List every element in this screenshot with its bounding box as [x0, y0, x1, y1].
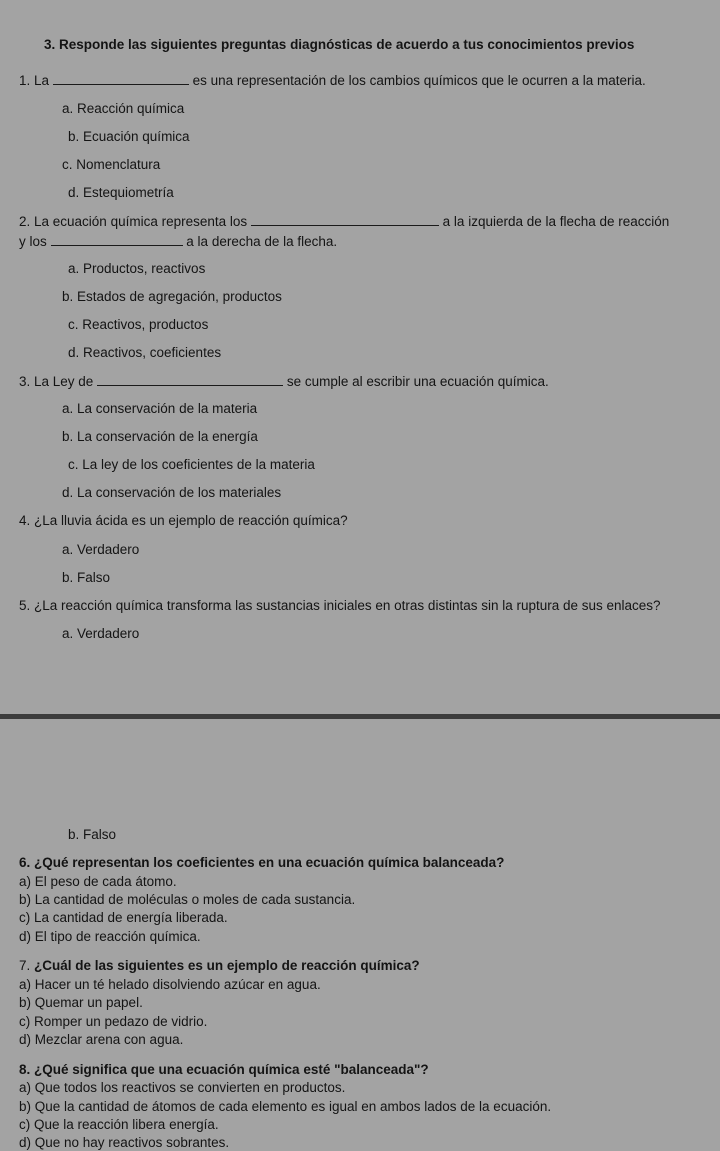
option-8d[interactable]: d) Que no hay reactivos sobrantes.: [19, 1135, 230, 1150]
question-7-text: ¿Cuál de las siguientes es un ejemplo de reacción química?: [34, 958, 420, 973]
question-5: 5. ¿La reacción química transforma las sustancias iniciales en otras distintas sin la ruptura de sus enlaces?: [19, 598, 661, 613]
option-2d[interactable]: d. Reactivos, coeficientes: [68, 345, 222, 360]
question-2-pre: 2. La ecuación química representa los: [19, 214, 248, 229]
option-3b[interactable]: b. La conservación de la energía: [62, 429, 258, 444]
question-7: [19, 958, 420, 974]
option-6b[interactable]: b) La cantidad de moléculas o moles de cada sustancia.: [19, 892, 356, 907]
section-title: 3. Responde las siguientes preguntas diagnósticas de acuerdo a tus conocimientos previos: [44, 37, 635, 52]
option-8a[interactable]: a) Que todos los reactivos se convierten en productos.: [19, 1080, 346, 1095]
question-2-post2: a la derecha de la flecha.: [186, 234, 338, 249]
option-6d[interactable]: d) El tipo de reacción química.: [19, 929, 201, 944]
option-8c[interactable]: c) Que la reacción libera energía.: [19, 1117, 219, 1132]
option-3c[interactable]: c. La ley de los coeficientes de la materia: [68, 457, 315, 472]
option-6a[interactable]: a) El peso de cada átomo.: [19, 874, 177, 889]
question-2-line1: [19, 213, 669, 230]
option-3a[interactable]: a. La conservación de la materia: [62, 401, 258, 416]
option-1b[interactable]: b. Ecuación química: [68, 129, 190, 144]
option-2b[interactable]: b. Estados de agregación, productos: [62, 289, 282, 304]
option-7b[interactable]: b) Quemar un papel.: [19, 995, 143, 1010]
option-4b[interactable]: b. Falso: [62, 570, 111, 585]
option-6c[interactable]: c) La cantidad de energía liberada.: [19, 910, 228, 925]
question-3-pre: 3. La Ley de: [19, 374, 94, 389]
question-7-number: 7.: [19, 958, 31, 973]
option-7d[interactable]: d) Mezclar arena con agua.: [19, 1032, 184, 1047]
option-7a[interactable]: a) Hacer un té helado disolviendo azúcar en agua.: [19, 977, 321, 992]
screenshot-divider: [0, 714, 720, 719]
option-7c[interactable]: c) Romper un pedazo de vidrio.: [19, 1014, 208, 1029]
answer-blank[interactable]: [97, 373, 283, 386]
question-2-post1: a la izquierda de la flecha de reacción: [442, 214, 670, 229]
option-1a[interactable]: a. Reacción química: [62, 101, 185, 116]
question-2-line2: [19, 233, 337, 250]
option-8b[interactable]: b) Que la cantidad de átomos de cada elemento es igual en ambos lados de la ecuación.: [19, 1099, 552, 1114]
option-2c[interactable]: c. Reactivos, productos: [68, 317, 209, 332]
question-4: 4. ¿La lluvia ácida es un ejemplo de reacción química?: [19, 513, 348, 528]
question-1-post: es una representación de los cambios químicos que le ocurren a la materia.: [192, 73, 646, 88]
option-5b[interactable]: b. Falso: [68, 827, 117, 842]
question-6: 6. ¿Qué representan los coeficientes en una ecuación química balanceada?: [19, 855, 505, 870]
option-1c[interactable]: c. Nomenclatura: [62, 157, 161, 172]
option-1d[interactable]: d. Estequiometría: [68, 185, 174, 200]
question-3-post: se cumple al escribir una ecuación química.: [286, 374, 549, 389]
answer-blank[interactable]: [251, 213, 439, 226]
option-2a[interactable]: a. Productos, reactivos: [68, 261, 206, 276]
answer-blank[interactable]: [53, 72, 189, 85]
option-3d[interactable]: d. La conservación de los materiales: [62, 485, 282, 500]
option-5a[interactable]: a. Verdadero: [62, 626, 140, 641]
question-8: 8. ¿Qué significa que una ecuación química esté "balanceada"?: [19, 1062, 429, 1077]
option-4a[interactable]: a. Verdadero: [62, 542, 140, 557]
question-2-pre2: y los: [19, 234, 47, 249]
question-1: [19, 72, 646, 89]
question-3: [19, 373, 549, 390]
answer-blank[interactable]: [51, 233, 183, 246]
question-1-pre: 1. La: [19, 73, 50, 88]
